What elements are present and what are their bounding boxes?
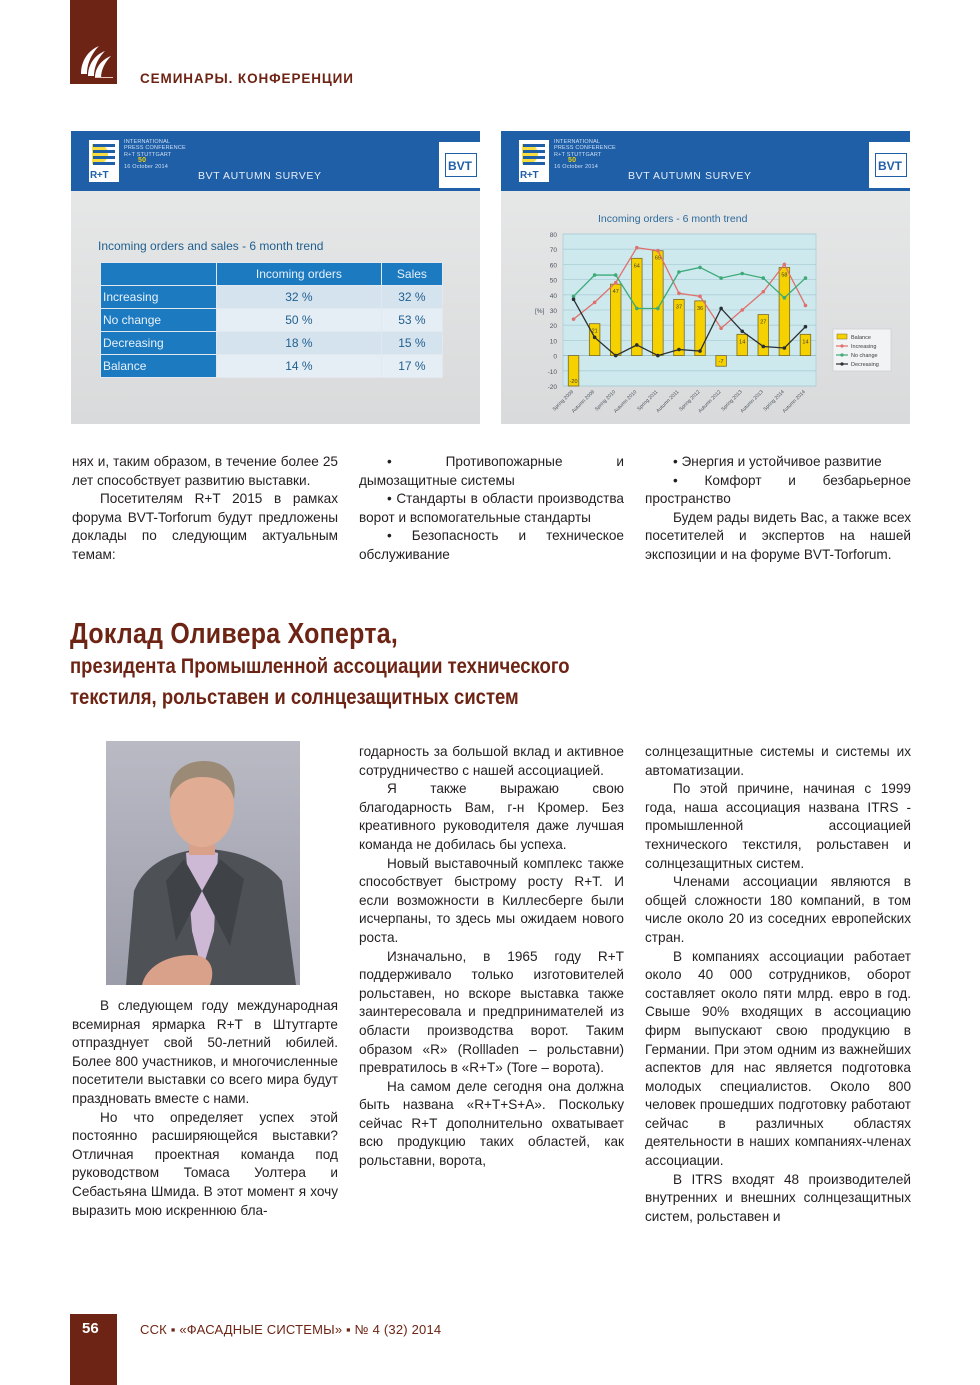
y-tick-label: 80 [549,232,557,239]
y-tick-label: 20 [549,323,557,331]
bar-data-label: 14 [802,339,809,346]
legend-label: Increasing [851,344,877,350]
bar-data-label: -20 [569,379,578,385]
x-tick-label: Spring 2011 [636,389,660,413]
paragraph: Но что определяет успех этой постоянно расширяющейся выставки? Отличная проектная команда под руководством Томаса Уолтера и Себастьяна Шмида. В этот момент я хочу выразить мою искреннюю бла- [72,1109,338,1218]
series-point [698,295,702,299]
y-tick-label: 40 [549,292,557,300]
y-tick-label: 50 [549,277,557,285]
bvt-logo [439,142,480,188]
paragraph: Новый выставочный комплекс также способствует быстрому росту R+T. И если возможности в Киллесберге были исчерпаны, то здесь мы ожидаем нового роста. [359,855,624,945]
table-header-cell: Sales [381,263,442,286]
series-point [635,307,639,311]
series-point [635,246,639,250]
conference-info [554,139,616,170]
series-point [593,336,597,340]
series-point [677,291,681,295]
paragraph: На самом деле сегодня она должна быть названа «R+T+S+A». Поскольку сейчас R+T дополнительно охватывает всю продукцию таких областей, как рольставни, ворота, [359,1078,624,1169]
table-header-cell [101,263,217,286]
swoosh-logo-icon [75,40,115,80]
series-point [635,343,639,347]
series-point [719,276,723,280]
series-point [740,329,744,333]
article-subtitle-line: текстиля, рольставен и солнцезащитных систем [70,686,519,709]
article-title: Доклад Оливера Хоперта, [70,618,399,650]
series-point [572,317,576,321]
y-tick-label: 70 [549,247,557,255]
series-point [656,307,660,311]
y-tick-label: -20 [547,384,557,391]
series-point [719,326,723,330]
portrait-photo [106,741,300,985]
paragraph: В компаниях ассоциации работает около 40 000 сотрудников, оборот составляет около пяти млрд. евро в год. Свыше 90% входящих в ассоциацию фирм выпускают свою продукцию в Германии. При этом одним из важнейших аспектов для нас является подготовка молодых специалистов. Около 800 человек прошедших подготовку работают сейчас в различных областях деятельности в наших компаниях-членах ассоциации. [645,948,911,1169]
legend-marker [840,344,843,347]
conference-50: 50 [138,156,147,164]
paragraph: По этой причине, начиная с 1999 года, наша ассоциация названа ITRS - промышленной ассоциацией технического текстиля, рольставен и солнцезащитных систем. [645,781,911,871]
orders-value: 18 % [217,332,382,355]
y-tick-label: 0 [553,353,557,361]
article-column-3 [645,743,911,1226]
bar-data-label: 64 [633,263,640,270]
row-label: Balance [101,355,217,378]
legend-label: Balance [851,335,871,341]
article-column-2 [359,743,624,1171]
series-point [761,276,765,280]
row-label: Decreasing [101,332,217,355]
publication-info: ССК ▪ «ФАСАДНЫЕ СИСТЕМЫ» ▪ № 4 (32) 2014 [140,1322,442,1337]
series-point [804,276,808,280]
series-point [698,266,702,270]
series-point [719,307,723,311]
paragraph: нях и, таким образом, в течение более 25 лет способствует развитию выставки. [72,454,338,488]
bar-data-label: -7 [718,359,724,366]
x-tick-label: Spring 2013 [720,389,744,413]
x-tick-label: Spring 2010 [593,389,618,413]
bvt-logo [869,142,910,188]
section-title: СЕМИНАРЫ. КОНФЕРЕНЦИИ [140,71,354,86]
table-row [101,332,443,355]
conference-line: R+T STUTTGART [554,151,602,158]
sales-value: 15 % [381,332,442,355]
slide-survey-chart [501,131,910,424]
y-tick-label: 30 [549,308,557,315]
row-label: Increasing [101,286,217,309]
series-point [740,308,744,312]
text-column-top-3 [645,453,911,565]
paragraph: годарность за большой вклад и активное сотрудничество с нашей ассоциацией. [359,744,624,778]
bullet-item: • Противопожарные и дымозащитные системы [359,454,624,488]
bar-data-label: 36 [696,305,704,312]
series-point [804,304,808,308]
survey-title: BVT AUTUMN SURVEY [198,170,322,182]
conference-line: R+T STUTTGART [124,151,172,158]
bar-data-label: 37 [675,304,683,311]
series-point [572,298,576,302]
bar-data-label: 47 [612,289,619,296]
text-column-top-2 [359,453,624,565]
table-row [101,286,443,309]
sales-value: 53 % [381,309,442,332]
orders-value: 50 % [217,309,382,332]
trend-chart [501,226,910,424]
bar-data-label: 69 [654,255,661,262]
rt-logo [519,140,549,182]
x-tick-label: Autumn 2013 [739,389,765,415]
article-subtitle-line: президента Промышленной ассоциации технического [70,655,570,678]
series-point [614,273,618,277]
table-row [101,309,443,332]
orders-value: 14 % [217,355,382,378]
bullet-item: • Стандарты в области производства ворот и вспомогательные стандарты [359,491,624,525]
orders-value: 32 % [217,286,382,309]
sales-value: 32 % [381,286,442,309]
bar-data-label: 14 [739,339,746,346]
y-tick-label: 60 [549,262,557,270]
series-point [783,296,787,300]
conference-50: 50 [568,156,577,164]
slide-header [501,131,910,191]
series-point [761,290,765,294]
x-tick-label: Autumn 2012 [697,389,723,415]
table-header-row [101,263,443,286]
y-tick-label: -10 [547,368,557,376]
table-title: Incoming orders and sales - 6 month trend [98,239,324,253]
paragraph: Изначально, в 1965 году R+T поддерживало только изготовителей рольставен, но вскоре выставка также заинтересовала и предпринимателей из области производства ворот. Таким образом «R» (Rollladen – рольставни) превратилось в «R+T» (Tore – ворота). [359,948,624,1076]
bullet-item: • Энергия и устойчивое развитие [673,454,882,469]
header-color-bar [70,0,117,84]
legend-marker [840,362,843,365]
x-tick-label: Spring 2014 [762,389,786,413]
paragraph: солнцезащитные системы и системы их автоматизации. [645,744,911,778]
conference-line: PRESS CONFERENCE [124,145,186,152]
series-point [740,272,744,276]
bvt-logo-text: BVT [448,159,472,173]
x-tick-label: Autumn 2010 [612,389,639,415]
sales-value: 17 % [381,355,442,378]
series-point [677,348,681,352]
series-point [698,349,702,353]
series-point [783,263,787,267]
conference-date: 16 October 2014 [124,164,168,171]
bar-data-label: 21 [591,328,598,335]
y-tick-label: 10 [549,338,557,346]
conference-line: INTERNATIONAL [554,139,601,145]
series-point [804,325,808,329]
text-column-top-1 [72,453,338,565]
bvt-logo-text: BVT [878,159,902,173]
bar-data-label: 27 [760,319,767,326]
paragraph: В ITRS входят 48 производителей внутренних и внешних солнцезащитных систем, рольставен и [645,1171,911,1224]
bar-data-label: 58 [781,272,788,279]
balance-bar [779,267,790,355]
x-tick-label: Autumn 2009 [570,389,597,415]
bullet-item: • Безопасность и техническое обслуживание [359,528,624,562]
series-point [761,345,765,349]
series-point [783,346,787,350]
rt-logo-text: R+T [90,170,109,181]
series-point [593,301,597,305]
series-point [593,273,597,277]
conference-line: INTERNATIONAL [124,139,171,145]
slide-survey-table [71,131,480,424]
legend-label: No change [851,353,878,359]
legend-label: Decreasing [851,362,879,368]
x-tick-label: Spring 2009 [551,389,575,413]
survey-table [100,262,443,378]
legend-swatch [837,334,847,339]
series-point [656,354,660,358]
article-column-1 [72,997,338,1220]
x-tick-label: Spring 2012 [678,389,702,413]
page-number: 56 [82,1320,99,1337]
series-point [614,281,618,285]
y-axis-label: [%] [535,308,545,315]
conference-line: PRESS CONFERENCE [554,145,616,152]
x-tick-label: Autumn 2014 [781,389,807,415]
rt-logo [89,140,119,182]
paragraph: Членами ассоциации являются в общей сложности 180 компаний, в том числе около 20 из соседних европейских стран. [645,874,911,945]
row-label: No change [101,309,217,332]
table-row [101,355,443,378]
x-tick-label: Autumn 2011 [655,389,681,415]
series-point [614,354,618,358]
conference-info [124,139,186,170]
series-point [656,249,660,253]
series-point [677,270,681,274]
survey-title: BVT AUTUMN SURVEY [628,170,752,182]
paragraph: Я также выражаю свою благодарность Вам, г-н Кромер. Без креативного руководителя даже лучшая команда не добилась бы успеха. [359,781,624,852]
paragraph: Будем рады видеть Вас, а также всех посетителей и экспертов на нашей экспозиции и на форуме BVT-Torforum. [645,509,911,562]
conference-date: 16 October 2014 [554,164,598,171]
slide-header [71,131,480,191]
chart-title: Incoming orders - 6 month trend [598,213,748,225]
rt-logo-text: R+T [520,170,539,181]
paragraph: В следующем году международная всемирная ярмарка R+T в Штутгарте отпразднует свой 50-летний юбилей. Более 800 участников, и многочисленные посетители выставки со всего мира будут праздновать вместе с нами. [72,998,338,1106]
bullet-item: • Комфорт и безбарьерное пространство [645,472,911,507]
table-header-cell: Incoming orders [217,263,382,286]
legend-marker [840,353,843,356]
paragraph: Посетителям R+T 2015 в рамках форума BVT-Torforum будут предложены доклады по следующим актуальным темам: [72,491,338,562]
